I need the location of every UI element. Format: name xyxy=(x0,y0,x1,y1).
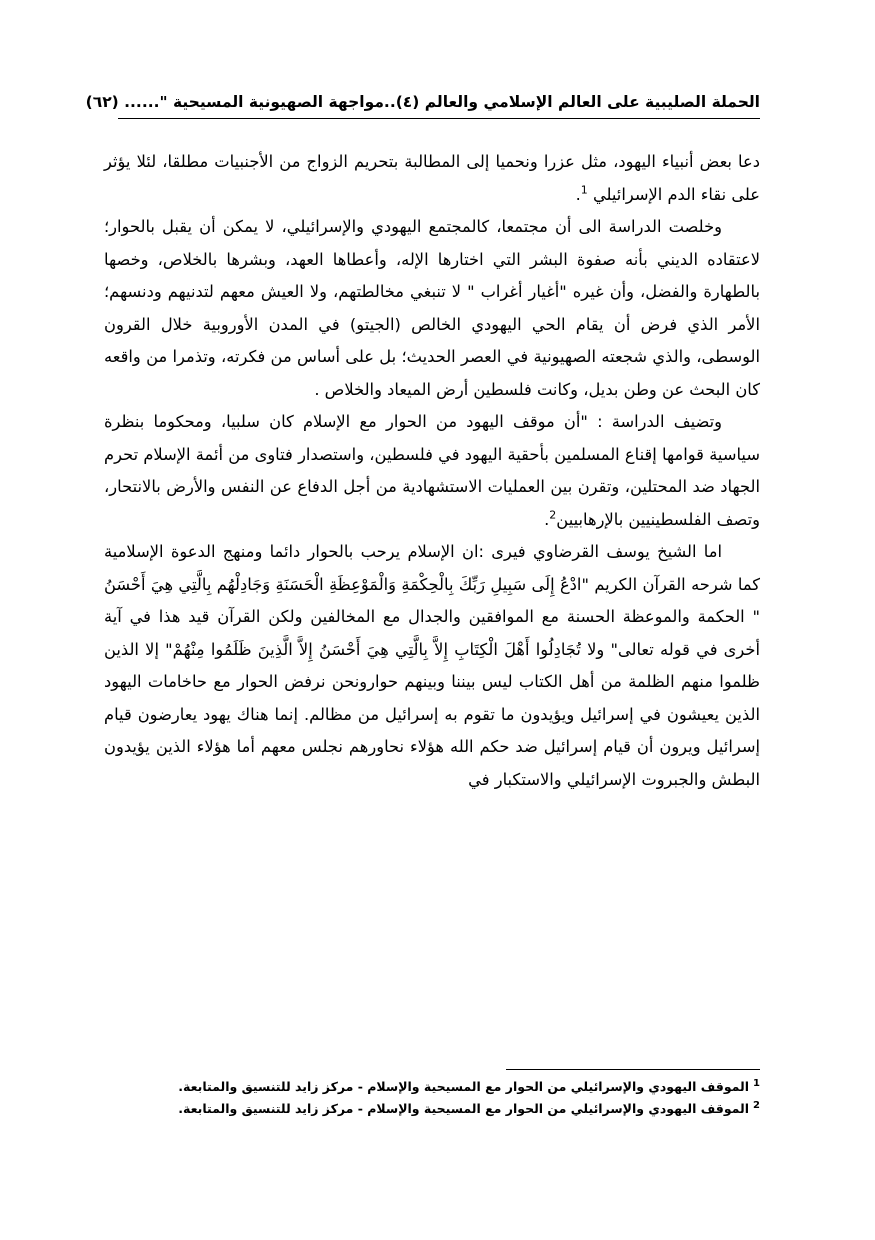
paragraph-3 xyxy=(104,406,760,536)
paragraph-text: وتضيف الدراسة : "أن موقف اليهود من الحوار مع الإسلام كان سلبيا، ومحكوما بنظرة سياسية قوامها إقناع المسلمين بأحقية اليهود في فلسطين، واستصدار فتاوى من أئمة الإسلام تحرم الجهاد ضد المحتلين، وتقرن بين العمليات الاستشهادية من أجل الدفاع عن النفس والأرض بالانتحار، وتصف الفلسطينيين بالإرهابيين xyxy=(104,412,760,529)
paragraph-2 xyxy=(104,211,760,406)
footnote-reference: 1 xyxy=(580,183,588,197)
footnote-separator xyxy=(506,1069,760,1070)
paragraph-text: وخلصت الدراسة الى أن مجتمعا، كالمجتمع اليهودي والإسرائيلي، لا يمكن أن يقبل بالحوار؛ لاعتقاده الديني بأنه صفوة البشر التي اختارها الإله، وأعطاها العهد، وبشرها بالخلاص، وخصها بالطهارة والفضل، وأن غيره "أغيار أغراب " لا تنبغي مخالطتهم، ولا العيش معهم لتدنيهم ودنسهم؛ الأمر الذي فرض أن يقام الحي اليهودي الخالص (الجيتو) في المدن الأوروبية خلال القرون الوسطى، والذي شجعته الصهيونية في العصر الحديث؛ بل على أساس من فكرته، وتذمرا من واقعه كان البحث عن وطن بديل، وكانت فلسطين أرض الميعاد والخلاص . xyxy=(104,217,760,399)
body-text xyxy=(104,146,760,796)
paragraph-text: اما الشيخ يوسف القرضاوي فيرى :ان الإسلام يرحب بالحوار دائما ومنهج الدعوة الإسلامية كما شرحه القرآن الكريم "ادْعُ إِلَى سَبِيلِ رَبِّكَ بِالْحِكْمَةِ وَالْمَوْعِظَةِ الْحَسَنَةِ وَجَادِلْهُم بِالَّتِي هِيَ أَحْسَنُ " الحكمة والموعظة الحسنة مع الموافقين والجدال مع المخالفين ولكن القرآن قيد هذا في آية أخرى في قوله تعالى" ولا تُجَادِلُوا أَهْلَ الْكِتَابِ إِلاَّ بِالَّتِي هِيَ أَحْسَنُ إِلاَّ الَّذِينَ ظَلَمُوا مِنْهُمْ" إلا الذين ظلموا منهم الظلمة من أهل الكتاب ليس بيننا وبينهم حوارونحن نرفض الحوار مع حاخامات اليهود الذين يعيشون في إسرائيل ويؤيدون ما تقوم به إسرائيل من مظالم. إنما هناك يهود يعارضون قيام إسرائيل ويرون أن قيام إسرائيل ضد حكم الله هؤلاء نحاورهم نجلس معهم أما هؤلاء الذين يؤيدون البطش والجبروت الإسرائيلي والاستكبار في xyxy=(104,542,760,789)
footnote-2 xyxy=(104,1098,760,1120)
footnote-text: الموقف اليهودي والإسرائيلي من الحوار مع المسيحية والإسلام - مركز زايد للتنسيق والمتابعة. xyxy=(178,1079,750,1094)
paragraph-text: دعا بعض أنبياء اليهود، مثل عزرا ونحميا إلى المطالبة بتحريم الزواج من الأجنبيات مطلقا، لئلا يؤثر على نقاء الدم الإسرائيلي xyxy=(104,152,760,204)
footnote-1 xyxy=(104,1076,760,1098)
footnote-text: الموقف اليهودي والإسرائيلي من الحوار مع المسيحية والإسلام - مركز زايد للتنسيق والمتابعة. xyxy=(178,1101,750,1116)
paragraph-1 xyxy=(104,146,760,211)
footnotes xyxy=(104,1076,760,1120)
footnote-number: 1 xyxy=(753,1077,760,1089)
paragraph-4 xyxy=(104,536,760,796)
footnote-reference: 2 xyxy=(549,508,557,522)
footnote-number: 2 xyxy=(753,1099,760,1111)
header-title: الحملة الصليبية على العالم الإسلامي والعالم (٤)..مواجهة الصهيونية المسيحية "...... (٦٢) xyxy=(85,93,760,111)
paragraph-tail: . xyxy=(575,184,581,204)
running-header xyxy=(85,88,760,119)
paragraph-tail: . xyxy=(544,509,550,529)
